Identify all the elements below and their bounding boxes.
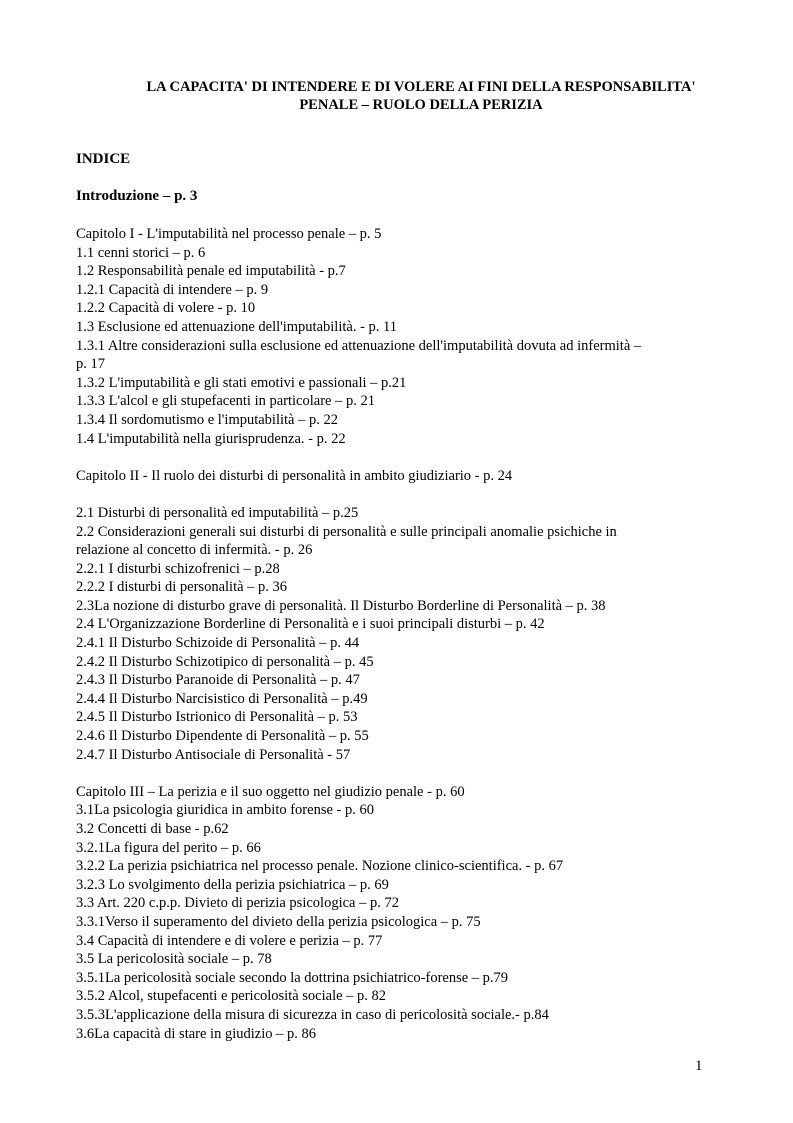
toc-entry: 2.4.2 Il Disturbo Schizotipico di personalità – p. 45 bbox=[76, 653, 374, 670]
toc-entry: 2.3La nozione di disturbo grave di personalità. Il Disturbo Borderline di Personalità – p. 38 bbox=[76, 597, 606, 614]
toc-entry: 2.4.5 Il Disturbo Istrionico di Personalità – p. 53 bbox=[76, 709, 358, 726]
toc-entry: 3.1La psicologia giuridica in ambito forense - p. 60 bbox=[76, 802, 374, 819]
toc-entry: 1.3.2 L'imputabilità e gli stati emotivi e passionali – p.21 bbox=[76, 374, 407, 391]
toc-entry: Capitolo I - L'imputabilità nel processo penale – p. 5 bbox=[76, 226, 382, 242]
toc-entry: 1.4 L'imputabilità nella giurisprudenza. - p. 22 bbox=[76, 430, 346, 447]
toc-entry: 1.3.1 Altre considerazioni sulla esclusione ed attenuazione dell'imputabilità dovuta ad infermità – bbox=[76, 337, 642, 354]
toc-entry: relazione al concetto di infermità. - p. 26 bbox=[76, 542, 313, 559]
toc-entry: p. 17 bbox=[76, 356, 105, 373]
toc-entry: 2.4.6 Il Disturbo Dipendente di Personalità – p. 55 bbox=[76, 728, 369, 745]
table-of-contents bbox=[76, 225, 726, 1043]
toc-entry: 3.3 Art. 220 c.p.p. Divieto di perizia psicologica – p. 72 bbox=[76, 895, 399, 912]
toc-entry: 3.4 Capacità di intendere e di volere e perizia – p. 77 bbox=[76, 932, 383, 949]
toc-entry: 2.4.4 Il Disturbo Narcisistico di Personalità – p.49 bbox=[76, 690, 368, 707]
toc-entry: 1.2.1 Capacità di intendere – p. 9 bbox=[76, 281, 269, 298]
toc-entry: 1.3.4 Il sordomutismo e l'imputabilità – p. 22 bbox=[76, 411, 338, 428]
toc-entry: 3.5.1La pericolosità sociale secondo la dottrina psichiatrico-forense – p.79 bbox=[76, 969, 509, 986]
page-number: 1 bbox=[695, 1058, 703, 1074]
toc-entry: 2.2 Considerazioni generali sui disturbi di personalità e sulle principali anomalie psichiche in bbox=[76, 523, 617, 540]
toc-entry: 2.4.1 Il Disturbo Schizoide di Personalità – p. 44 bbox=[76, 635, 360, 652]
toc-entry: 3.2.1La figura del perito – p. 66 bbox=[76, 839, 261, 856]
toc-entry: 2.4 L'Organizzazione Borderline di Personalità e i suoi principali disturbi – p. 42 bbox=[76, 616, 545, 633]
toc-entry: 3.3.1Verso il superamento del divieto della perizia psicologica – p. 75 bbox=[76, 913, 481, 930]
toc-entry: 3.2 Concetti di base - p.62 bbox=[76, 821, 229, 837]
toc-entry: Capitolo II - Il ruolo dei disturbi di personalità in ambito giudiziario - p. 24 bbox=[76, 467, 513, 484]
toc-entry: 2.4.3 Il Disturbo Paranoide di Personalità – p. 47 bbox=[76, 672, 360, 689]
toc-spacer bbox=[76, 764, 726, 783]
toc-entry: 1.1 cenni storici – p. 6 bbox=[76, 244, 206, 261]
title-line-1: LA CAPACITA' DI INTENDERE E DI VOLERE AI FINI DELLA RESPONSABILITA' bbox=[146, 79, 696, 95]
toc-entry: 3.5 La pericolosità sociale – p. 78 bbox=[76, 951, 272, 968]
toc-entry: 1.3 Esclusione ed attenuazione dell'imputabilità. - p. 11 bbox=[76, 318, 397, 335]
toc-entry: 3.6La capacità di stare in giudizio – p. 86 bbox=[76, 1025, 316, 1042]
toc-entry: 3.2.3 Lo svolgimento della perizia psichiatrica – p. 69 bbox=[76, 876, 389, 893]
toc-entry: 3.5.3L'applicazione della misura di sicurezza in caso di pericolosità sociale.- p.84 bbox=[76, 1006, 549, 1023]
intro-entry: Introduzione – p. 3 bbox=[76, 188, 198, 204]
toc-entry: 1.2.2 Capacità di volere - p. 10 bbox=[76, 300, 256, 317]
toc-entry: 3.5.2 Alcol, stupefacenti e pericolosità sociale – p. 82 bbox=[76, 988, 387, 1005]
toc-entry: 1.3.3 L'alcol e gli stupefacenti in particolare – p. 21 bbox=[76, 393, 375, 410]
title-line-2: PENALE – RUOLO DELLA PERIZIA bbox=[299, 97, 543, 113]
index-heading: INDICE bbox=[76, 151, 131, 167]
toc-entry: 1.2 Responsabilità penale ed imputabilità - p.7 bbox=[76, 263, 346, 280]
toc-entry: 3.2.2 La perizia psichiatrica nel processo penale. Nozione clinico-scientifica. - p. 67 bbox=[76, 858, 564, 875]
toc-entry: 2.2.2 I disturbi di personalità – p. 36 bbox=[76, 579, 288, 596]
toc-entry: 2.2.1 I disturbi schizofrenici – p.28 bbox=[76, 560, 280, 577]
toc-entry: 2.1 Disturbi di personalità ed imputabilità – p.25 bbox=[76, 504, 359, 521]
toc-entry: 2.4.7 Il Disturbo Antisociale di Personalità - 57 bbox=[76, 746, 351, 763]
document-title bbox=[76, 78, 766, 114]
toc-spacer bbox=[76, 485, 726, 504]
toc-entry: Capitolo III – La perizia e il suo oggetto nel giudizio penale - p. 60 bbox=[76, 783, 465, 800]
toc-spacer bbox=[76, 448, 726, 467]
